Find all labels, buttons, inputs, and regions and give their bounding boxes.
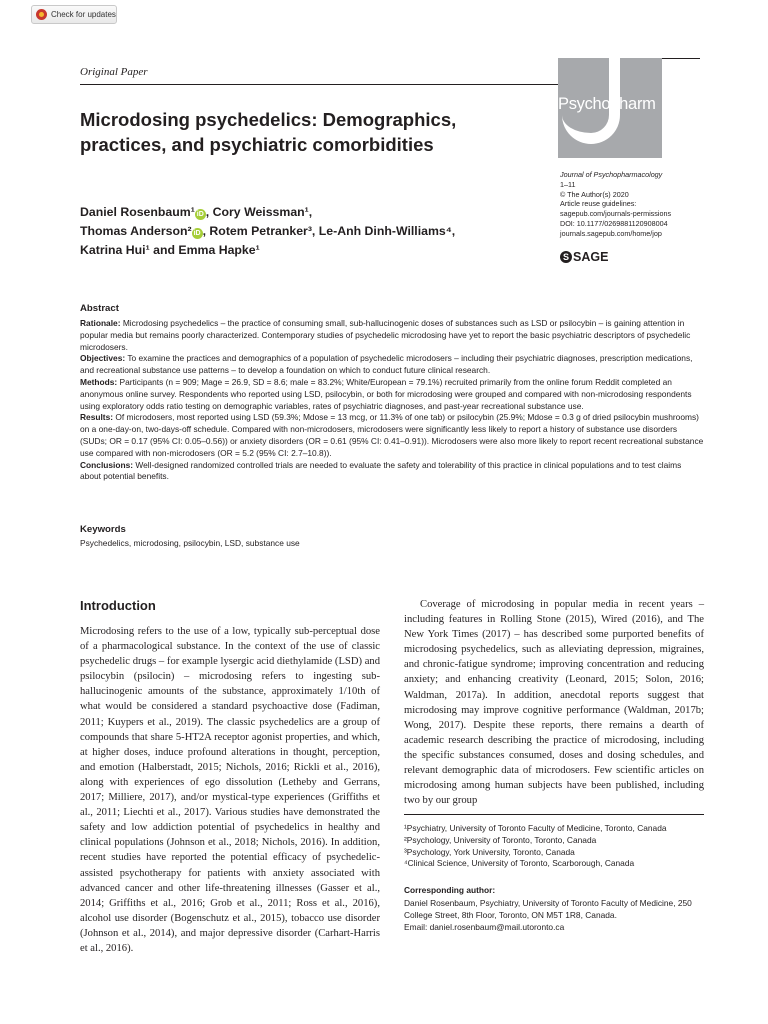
author-petranker-dinh-williams: , Rotem Petranker³, Le-Anh Dinh-Williams⁴, [202, 224, 456, 238]
affiliations [404, 823, 704, 870]
intro-paragraph-2: Coverage of microdosing in popular media in recent years – including features in Rolling Stone (2015), Wired (2016), and The New York Times (2017) – has described some purported benefits of microdosing psychedelics, such as alleviating depression, migraines, and chronic-fatigue syndrome; improving concentration and reducing anxiety; and enhancing creativity (Leonard, 2015; Solon, 2016; Waldman, 2017a). In addition, anecdotal reports suggest that microdosing may improve cognitive performance (Waldman, 2017b; Wong, 2017). Despite these reports, there remains a dearth of academic research describing the practice of microdosing, including the specific substances consumed, doses and dosing schedules, and relevant demographic data of microdosers. Few scientific articles on microdosing among human subjects have been published, including two by our group [404, 599, 704, 807]
crossmark-icon [36, 9, 47, 20]
page-range: 1–11 [560, 179, 576, 189]
reuse-guidelines: Article reuse guidelines: [560, 199, 637, 209]
introduction-heading: Introduction [80, 598, 156, 613]
copyright: © The Author(s) 2020 [560, 189, 629, 199]
corresponding-address: Daniel Rosenbaum, Psychiatry, University of Toronto Faculty of Medicine, 250 College Street, 8th Floor, Toronto, ON M5T 1R8, Canada. [404, 898, 692, 920]
keywords-list: Psychedelics, microdosing, psilocybin, LSD, substance use [80, 538, 300, 548]
methods-label: Methods: [80, 376, 118, 387]
author-rosenbaum: Daniel Rosenbaum¹ [80, 205, 195, 219]
article-title: Microdosing psychedelics: Demographics, practices, and psychiatric comorbidities [80, 109, 457, 155]
abstract-methods [80, 377, 704, 412]
body-column-right [404, 597, 704, 808]
conclusions-text: Well-designed randomized controlled trials are needed to evaluate the safety and tolerability of this practice in clinical populations and to test claims about potential benefits. [80, 459, 682, 482]
conclusions-label: Conclusions: [80, 459, 134, 470]
check-for-updates-button[interactable] [31, 5, 117, 24]
abstract-rationale [80, 318, 704, 353]
corresponding-author-heading: Corresponding author: [404, 885, 496, 895]
abstract-body [80, 318, 704, 483]
body-column-left [80, 624, 380, 956]
journal-logo-text: Psychopharm [558, 95, 656, 113]
results-text: Of microdosers, most reported using LSD (59.3%; Mdose = 13 mcg, or 11.3% of one tab) or psilocybin (25.9%; Mdose = 0.3 g of dried psilocybin mushrooms) on a one-day-on, two-days-off schedule. Compared with non-microdosers, microdosers were significantly less likely to report a history of substance use disorders (SUDs; OR = 0.17 (95% CI: 0.05–0.56)) or anxiety disorders (OR = 0.61 (95% CI: 0.41–0.91)). Microdosers were also more likely to report recent recreational substance use compared with non-microdosers (OR = 5.2 (95% CI: 2.7–10.8)). [80, 412, 704, 458]
check-for-updates-label: Check for updates [51, 10, 116, 19]
corresponding-author [404, 898, 704, 933]
abstract-heading: Abstract [80, 303, 119, 314]
abstract-conclusions [80, 460, 704, 484]
journal-home-link[interactable]: journals.sagepub.com/home/jop [560, 228, 662, 238]
rationale-text: Microdosing psychedelics – the practice of consuming small, sub-hallucinogenic doses of substances such as LSD or psilocybin – is gaining attention in popular media but remains poorly characterized. Contemporary studies of psychedelic microdosing have yet to report the basic psychiatric descriptors of psychedelic microdosers. [80, 318, 691, 352]
journal-name: Journal of Psychopharmacology [560, 170, 663, 179]
orcid-icon[interactable]: iD [196, 211, 204, 218]
affiliation-2: ²Psychology, University of Toronto, Toronto, Canada [404, 834, 597, 845]
doi-link[interactable]: DOI: 10.1177/0269881120908004 [560, 218, 668, 228]
abstract-results [80, 412, 704, 459]
journal-logo [558, 58, 662, 158]
permissions-link[interactable]: sagepub.com/journals-permissions [560, 209, 672, 219]
orcid-icon[interactable]: iD [193, 230, 201, 237]
author-anderson: Thomas Anderson² [80, 224, 192, 238]
header-rule [80, 84, 558, 85]
results-label: Results: [80, 412, 114, 423]
methods-text: Participants (n = 909; Mage = 26.9, SD = 8.6; male = 83.2%; White/European = 79.1%) recruited primarily from the online forum Reddit completed an anonymous online survey. Respondents who reported using LSD, psilocybin, or both for microdosing were grouped and compared with non-microdosing respondents using exploratory odds ratio testing on demographic variables, rates of psychiatric diagnoses, and past-year recreational substance use. [80, 376, 692, 411]
rationale-label: Rationale: [80, 318, 121, 328]
publisher-logo [560, 250, 608, 264]
objectives-text: To examine the practices and demographics of a population of psychedelic microdosers – including their psychiatric diagnoses, prescription medications, and recreational substance use patterns – to develop a foundation on which to conduct future clinical research. [80, 353, 693, 376]
footnote-rule [404, 814, 704, 815]
journal-info [560, 170, 720, 239]
section-label: Original Paper [80, 66, 148, 78]
sage-s-icon: S [560, 251, 572, 263]
abstract-objectives [80, 353, 704, 377]
keywords-heading: Keywords [80, 524, 126, 535]
author-weissman: , Cory Weissman¹, [205, 205, 313, 219]
intro-paragraph-1: Microdosing refers to the use of a low, typically sub-perceptual dose of a pharmacological substance. In the context of the use of classic psychedelic drugs – for example lysergic acid diethylamide (LSD) and psilocybin (psilocin) – microdosing refers to ingesting sub-hallucinogenic amounts of the substance, approximately 1/10th of what would be considered a standard psychoactive dose (Fadiman, 2011; Kuypers et al., 2019). The classic psychedelics are a group of compounds that share 5-HT2A receptor agonist properties, and which, at higher doses, induce profound alterations in thought, perception, and emotion (Halberstadt, 2015; Nichols, 2016; Rickli et al., 2016), along with experiences of ego dissolution (Letheby and Gerrans, 2017; Milliere, 2017), and/or mystical-type experiences (Griffiths et al., 2011; Liechti et al., 2017). Various studies have demonstrated the safety and low addiction potential of psychedelics in healthy and clinical populations (Johnson et al., 2018; Nichols, 2016). In addition, recent studies have reported the potential efficacy of psychedelic-assisted psychotherapy for patients with anxiety associated with advanced cancer and other life-threatening illnesses (Gasser et al., 2014; Griffiths et al., 2016; Grob et al., 2011; Ross et al., 2016), alcohol use disorder (Bogenschutz et al., 2015), tobacco use disorder (Johnson et al., 2014), and major depressive disorder (Carhart-Harris et al., 2016). [80, 626, 380, 954]
objectives-label: Objectives: [80, 353, 126, 364]
affiliation-1: ¹Psychiatry, University of Toronto Faculty of Medicine, Toronto, Canada [404, 823, 667, 833]
affiliation-3: ³Psychology, York University, Toronto, Canada [404, 846, 575, 857]
affiliation-4: ⁴Clinical Science, University of Toronto, Scarborough, Canada [404, 858, 635, 869]
author-hui-hapke: Katrina Hui¹ and Emma Hapke¹ [80, 243, 260, 257]
corresponding-email[interactable]: Email: daniel.rosenbaum@mail.utoronto.ca [404, 921, 565, 932]
author-list [80, 203, 560, 260]
publisher-name: SAGE [573, 250, 609, 264]
